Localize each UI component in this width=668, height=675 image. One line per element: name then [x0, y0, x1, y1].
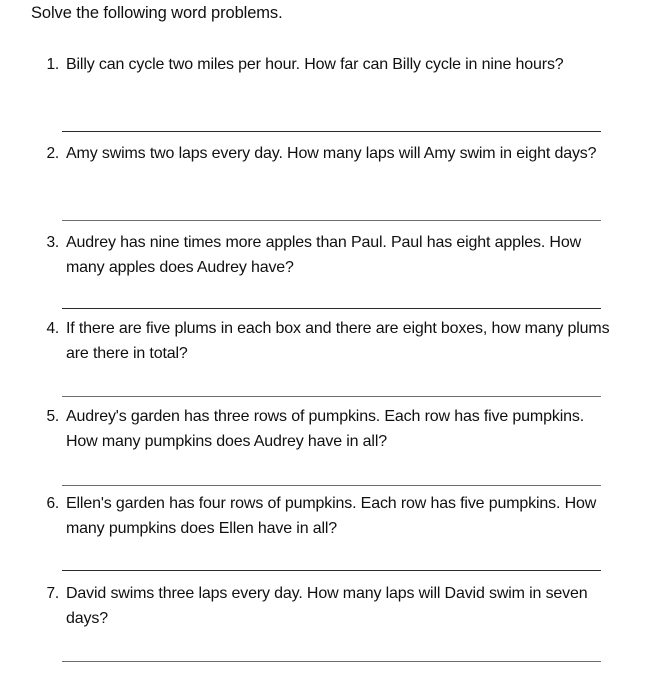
problem-number-1: 1.	[46, 56, 59, 73]
problem-text-6: Ellen's garden has four rows of pumpkins. Each row has five pumpkins. How many pumpkins does Ellen have in all?	[66, 495, 597, 537]
problem-divider-5	[62, 485, 601, 486]
problem-text-2: Amy swims two laps every day. How many laps will Amy swim in eight days?	[66, 145, 597, 162]
problem-item-2	[33, 141, 623, 166]
problem-item-3	[33, 230, 623, 280]
problem-divider-7	[62, 661, 601, 662]
problem-divider-3	[62, 308, 601, 309]
problem-text-7: David swims three laps every day. How many laps will David swim in seven days?	[66, 585, 588, 627]
problem-number-6: 6.	[46, 495, 59, 512]
problem-divider-2	[62, 220, 601, 221]
problem-divider-4	[62, 396, 601, 397]
problem-text-1: Billy can cycle two miles per hour. How far can Billy cycle in nine hours?	[66, 56, 564, 73]
problem-number-5: 5.	[46, 408, 59, 425]
problem-item-5	[33, 404, 623, 454]
problem-number-4: 4.	[46, 320, 59, 337]
problem-text-4: If there are five plums in each box and there are eight boxes, how many plums are there in total?	[66, 320, 610, 362]
problem-number-7: 7.	[46, 585, 59, 602]
problem-item-6	[33, 491, 623, 541]
problem-number-2: 2.	[46, 145, 59, 162]
problem-item-4	[33, 316, 623, 366]
problem-item-1	[33, 52, 623, 77]
worksheet-instruction: Solve the following word problems.	[31, 4, 283, 22]
problem-text-3: Audrey has nine times more apples than Paul. Paul has eight apples. How many apples does Audrey have?	[66, 234, 581, 276]
problem-text-5: Audrey's garden has three rows of pumpkins. Each row has five pumpkins. How many pumpkins does Audrey have in all?	[66, 408, 584, 450]
problem-divider-1	[62, 131, 601, 132]
problem-item-7	[33, 581, 623, 631]
problem-number-3: 3.	[46, 234, 59, 251]
problem-divider-6	[62, 570, 601, 571]
